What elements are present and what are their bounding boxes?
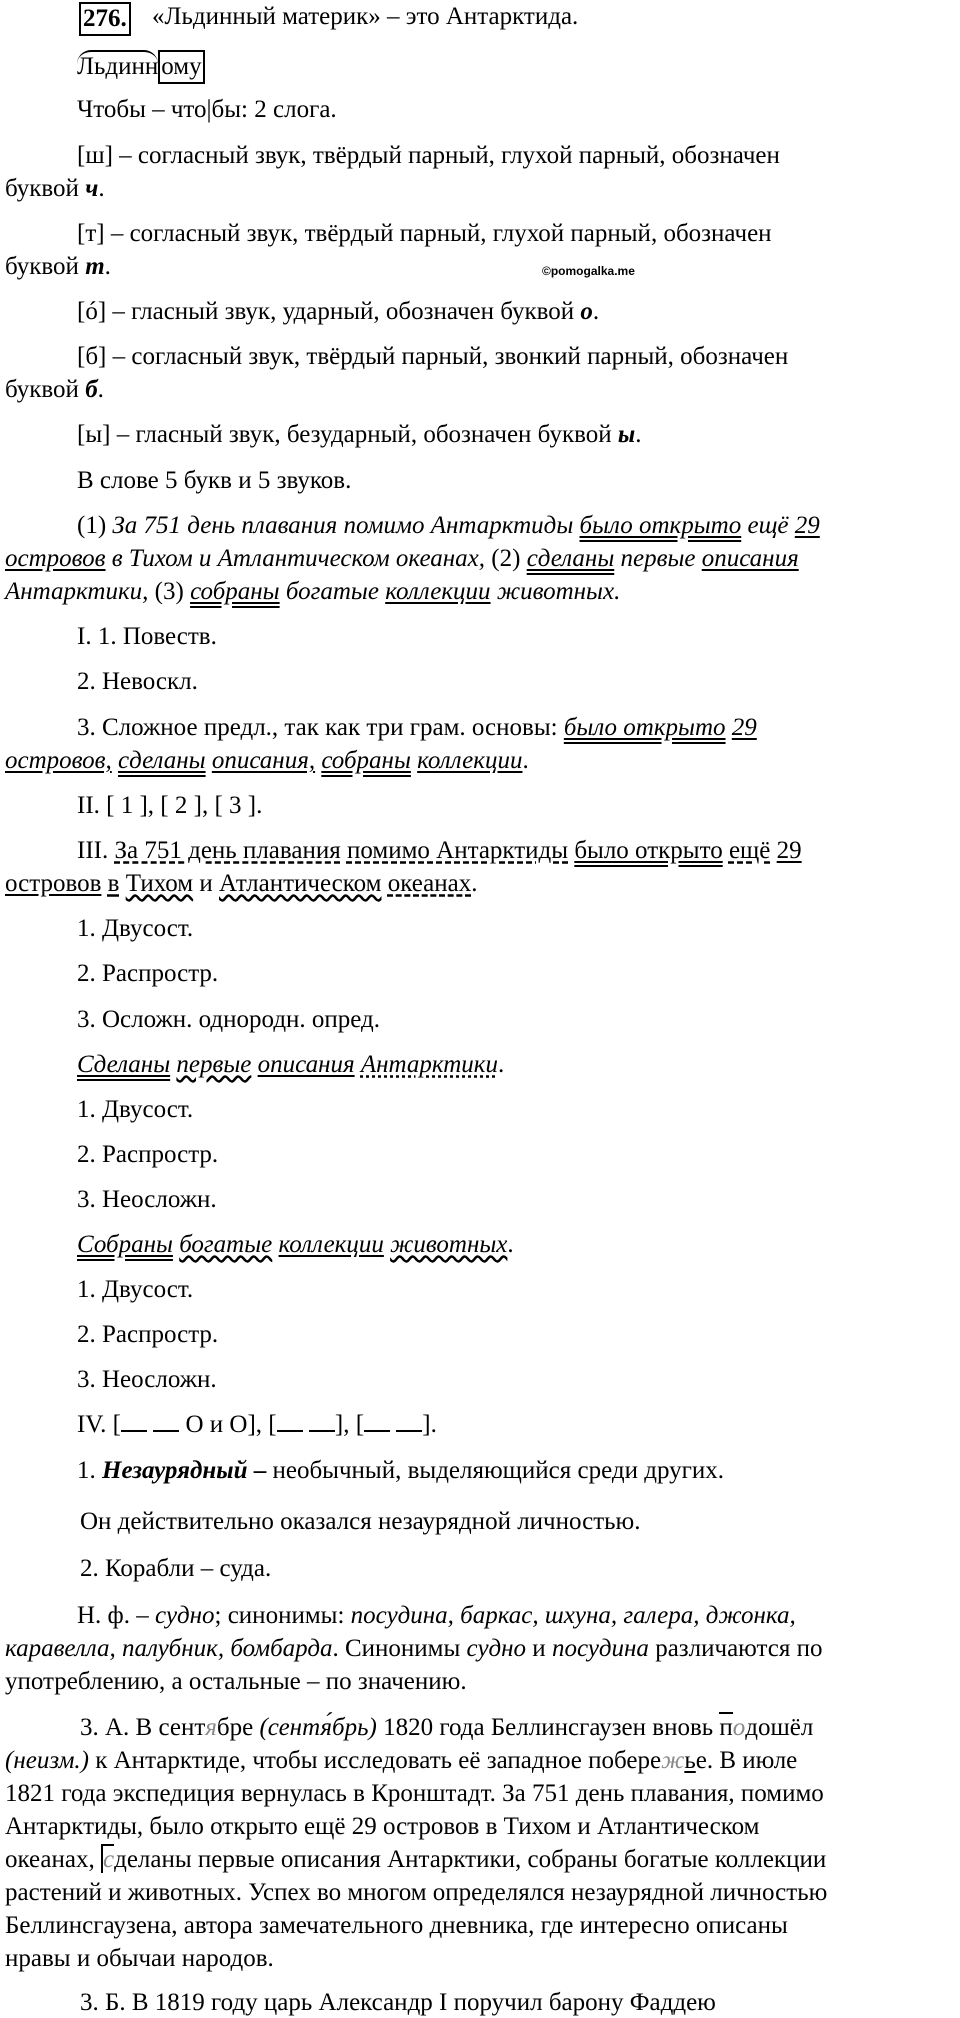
task-text: посудина, баркас, шхуна, галера, джонка, xyxy=(350,1602,796,1629)
scheme-slot xyxy=(396,1410,422,1432)
task3b-line: 3. Б. В 1819 году царь Александр I поручил барону Фаддею xyxy=(80,1989,716,2016)
prefix-mark: п xyxy=(719,1714,733,1741)
sentence-part: (1) xyxy=(77,512,113,539)
task-text: – xyxy=(247,1457,273,1484)
analysis-i-3 xyxy=(77,713,757,743)
attribute: животных xyxy=(390,1231,508,1258)
task3a-line8: нравы и обычаи народов. xyxy=(5,1945,274,1972)
highlight-letter: с xyxy=(103,1846,115,1873)
word-root: Льдинн xyxy=(77,50,158,82)
predicate: было открыто xyxy=(579,512,742,539)
sentence-part: (3) xyxy=(148,578,191,605)
task-word: Незаурядный xyxy=(102,1457,248,1484)
predicate: было открыто xyxy=(563,714,726,741)
phonetic-o-letter: о xyxy=(580,298,593,325)
subject: коллекции xyxy=(417,747,523,774)
adverbial: ещё xyxy=(728,837,771,864)
analysis-i-3-cont xyxy=(5,746,529,776)
analysis-iii-c1: 1. Двусост. xyxy=(77,1276,194,1303)
task2-text-line3: употреблению, а остальные – по значению. xyxy=(5,1668,467,1695)
task-text: и xyxy=(526,1635,552,1662)
task-text: каравелла, палубник, бомбарда xyxy=(5,1635,333,1662)
object: Антарктики xyxy=(360,1051,499,1078)
task2-text-line2 xyxy=(5,1634,823,1664)
task-text: е. В июле xyxy=(695,1747,798,1774)
sentence-part: ещё xyxy=(741,512,795,539)
task-text: к Антарктиде, чтобы исследовать её западное побере xyxy=(88,1747,662,1774)
task-text: различаются по xyxy=(648,1635,823,1662)
adverbial: океанах xyxy=(387,870,472,897)
subject: описания xyxy=(257,1051,355,1078)
task3a-line5 xyxy=(5,1845,826,1875)
phonetic-y-text: [ы] – гласный звук, безударный, обозначен буквой xyxy=(77,421,618,448)
task-text: бре xyxy=(216,1714,260,1741)
subject: 29 xyxy=(794,512,820,539)
analysis-text: . xyxy=(471,870,478,897)
phonetic-sh-text: буквой xyxy=(5,175,86,202)
phonetic-o-text: [ó] – гласный звук, ударный, обозначен буквой xyxy=(77,298,581,325)
task2-text-line1 xyxy=(77,1601,796,1631)
phonetic-t-line2 xyxy=(5,252,111,282)
analysis-iii-s2 xyxy=(77,1050,504,1080)
task-text: 3. А. В сент xyxy=(80,1714,206,1741)
phonetic-sh-line1: [ш] – согласный звук, твёрдый парный, глухой парный, обозначен xyxy=(77,142,780,169)
exercise-number: 276. xyxy=(79,2,131,36)
scheme-text: ], [ xyxy=(334,1411,365,1438)
highlight-letter: ж xyxy=(661,1747,685,1774)
analysis-text: . xyxy=(507,1231,514,1258)
analysis-iii-a2: 2. Распростр. xyxy=(77,960,219,987)
phonetic-sh-line2 xyxy=(5,174,105,204)
predicate: собраны xyxy=(321,747,411,774)
phonetic-o-end: . xyxy=(592,298,600,325)
scheme-slot xyxy=(121,1410,147,1432)
phonetic-b-text: буквой xyxy=(5,376,86,403)
phonetic-y-line xyxy=(77,420,641,450)
analysis-text: III. xyxy=(77,837,115,864)
predicate: было открыто xyxy=(574,837,723,864)
analysis-iii-c2: 2. Распростр. xyxy=(77,1321,219,1348)
analysis-iv xyxy=(77,1410,437,1440)
sentence-line2 xyxy=(5,544,799,574)
subject: островов xyxy=(5,870,102,897)
analysis-i-1: I. 1. Повеств. xyxy=(77,623,217,650)
attribute: богатые xyxy=(179,1231,273,1258)
sentence-part: первые xyxy=(614,545,702,572)
phonetic-t-letter: т xyxy=(85,253,105,280)
task-text: посудина xyxy=(551,1635,649,1662)
subject: описания xyxy=(701,545,799,572)
subject: островов xyxy=(5,545,106,572)
task3a-line3: 1821 года экспедиция вернулась в Кронштадт. За 751 день плавания, помимо xyxy=(5,1780,824,1807)
scheme-slot xyxy=(309,1410,335,1432)
task-text: (сентя́брь) xyxy=(259,1714,377,1741)
subject: островов, xyxy=(5,747,112,774)
analysis-text: . xyxy=(522,747,529,774)
sentence-part: (2) xyxy=(485,545,527,572)
sentence-part: Антарктики, xyxy=(5,578,149,605)
predicate: собраны xyxy=(190,578,280,605)
analysis-iii-a3: 3. Осложн. однородн. опред. xyxy=(77,1006,381,1033)
watermark: ©pomogalka.me xyxy=(542,264,635,278)
heading-text: «Льдинный материк» – это Антарктида. xyxy=(152,3,579,30)
sentence-part: . xyxy=(614,578,621,605)
task2-line: 2. Корабли – суда. xyxy=(80,1555,272,1582)
task-number: 1. xyxy=(77,1457,102,1484)
attribute: Атлантическом xyxy=(219,870,382,897)
highlight-letter: я xyxy=(205,1714,217,1741)
adverbial: помимо Антарктиды xyxy=(346,837,569,864)
phonetic-sh-end: . xyxy=(98,175,105,202)
predicate: Сделаны xyxy=(77,1051,171,1078)
highlight-letter: ь xyxy=(684,1747,696,1774)
predicate: сделаны xyxy=(526,545,615,572)
phonetic-t-end: . xyxy=(104,253,111,280)
scheme-text: ]. xyxy=(422,1411,437,1438)
scheme-text: О и О], [ xyxy=(179,1411,277,1438)
word-ending: ому xyxy=(158,50,204,84)
task3a-line1 xyxy=(80,1713,813,1743)
task-text: океанах, xyxy=(5,1846,101,1873)
phonetic-b-line1: [б] – согласный звук, твёрдый парный, звонкий парный, обозначен xyxy=(77,343,789,370)
task-text: (неизм.) xyxy=(5,1747,89,1774)
subject: коллекции xyxy=(385,578,491,605)
phonetic-b-end: . xyxy=(97,376,104,403)
analysis-iii-line2 xyxy=(5,869,478,899)
subject: коллекции xyxy=(278,1231,384,1258)
task-text: судно xyxy=(155,1602,215,1629)
scheme-text: IV. [ xyxy=(77,1411,121,1438)
sentence-part: животных xyxy=(490,578,615,605)
phonetic-b-letter: б xyxy=(85,376,98,403)
sentence-line3 xyxy=(5,577,620,607)
phonetic-t-text: буквой xyxy=(5,253,86,280)
analysis-iii-b1: 1. Двусост. xyxy=(77,1096,194,1123)
adverbial: За 751 день плавания xyxy=(114,837,341,864)
analysis-iii-a1: 1. Двусост. xyxy=(77,915,194,942)
analysis-iii-line1 xyxy=(77,836,802,866)
analysis-ii: II. [ 1 ], [ 2 ], [ 3 ]. xyxy=(77,792,263,819)
analysis-text: и xyxy=(193,870,220,897)
task3a-line7: Беллинсгаузена, автора замечательного дневника, где интересно описаны xyxy=(5,1912,788,1939)
phonetic-o-line xyxy=(77,297,599,327)
task3a-line2 xyxy=(5,1746,797,1776)
sentence-part: За 751 день плавания помимо Антарктиды xyxy=(112,512,580,539)
task3a-line4: Антарктиды, было открыто ещё 29 островов в Тихом и Атлантическом xyxy=(5,1813,760,1840)
task-text: судно xyxy=(466,1635,527,1662)
phonetic-b-line2 xyxy=(5,375,104,405)
analysis-iii-b3: 3. Неосложн. xyxy=(77,1186,217,1213)
subject: 29 xyxy=(776,837,802,864)
task-text: 1820 года Беллинсгаузен вновь xyxy=(376,1714,720,1741)
sentence-line1 xyxy=(77,511,820,541)
task-text: ; синонимы: xyxy=(214,1602,351,1629)
subject: описания, xyxy=(211,747,316,774)
scheme-slot xyxy=(153,1410,179,1432)
attribute: Тихом xyxy=(125,870,194,897)
scheme-slot xyxy=(277,1410,303,1432)
analysis-text: 3. Сложное предл., так как три грам. основы: xyxy=(77,714,564,741)
subject: 29 xyxy=(731,714,757,741)
analysis-iii-b2: 2. Распростр. xyxy=(77,1141,219,1168)
morpheme-word xyxy=(77,50,205,84)
predicate: сделаны xyxy=(118,747,206,774)
task1-line xyxy=(77,1456,724,1486)
sentence-part: богатые xyxy=(279,578,386,605)
syllables-line: Чтобы – что|бы: 2 слога. xyxy=(77,96,337,123)
highlight-letter: о xyxy=(732,1714,746,1741)
attribute: первые xyxy=(176,1051,252,1078)
analysis-text: . xyxy=(498,1051,505,1078)
phonetic-sh-letter: ч xyxy=(85,175,99,202)
task-text: дошёл xyxy=(745,1714,814,1741)
phonetic-y-letter: ы xyxy=(617,421,636,448)
analysis-iii-s3 xyxy=(77,1230,514,1260)
scheme-slot xyxy=(364,1410,390,1432)
phonetic-t-line1: [т] – согласный звук, твёрдый парный, глухой парный, обозначен xyxy=(77,220,772,247)
phonetic-y-end: . xyxy=(635,421,642,448)
task1-example: Он действительно оказался незаурядной личностью. xyxy=(80,1508,641,1535)
task-text: необычный, выделяющийся среди других. xyxy=(272,1457,725,1484)
task3a-line6: растений и животных. Успех во многом определялся незаурядной личностью xyxy=(5,1879,828,1906)
sentence-part: в Тихом и Атлантическом океанах, xyxy=(105,545,486,572)
letters-sounds-line: В слове 5 букв и 5 звуков. xyxy=(77,467,352,494)
task-text: деланы первые описания Антарктики, собраны богатые коллекции xyxy=(114,1846,827,1873)
task-text: Н. ф. – xyxy=(77,1602,156,1629)
predicate: Собраны xyxy=(77,1231,173,1258)
adverbial: в xyxy=(107,870,120,897)
analysis-iii-c3: 3. Неосложн. xyxy=(77,1366,217,1393)
analysis-i-2: 2. Невоскл. xyxy=(77,668,198,695)
task-text: . Синонимы xyxy=(332,1635,467,1662)
